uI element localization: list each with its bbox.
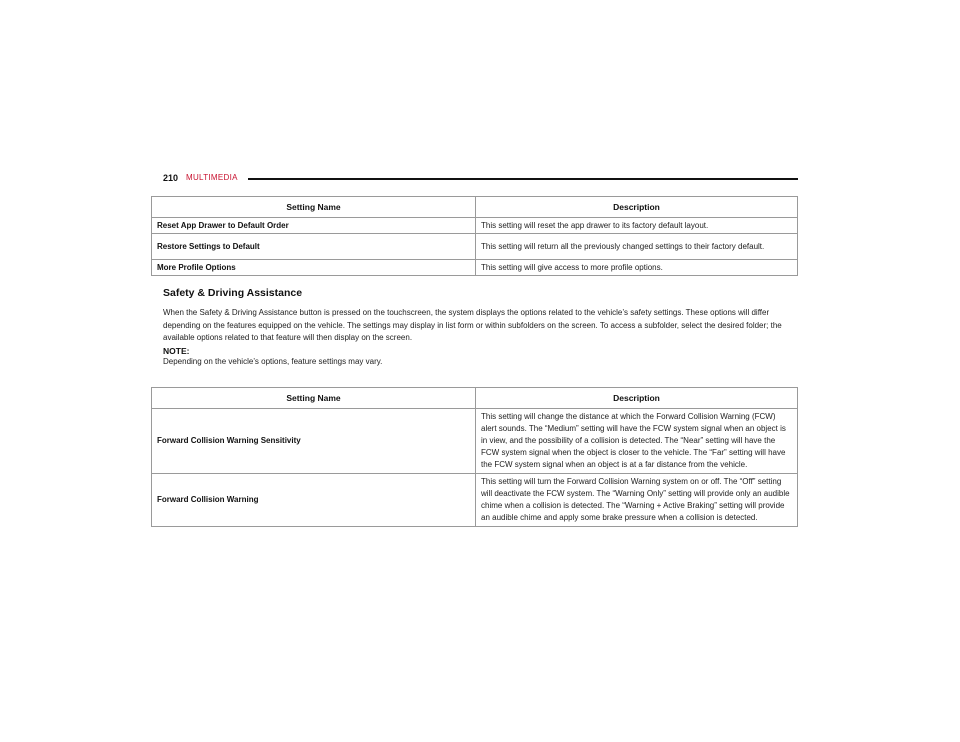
setting-description: This setting will change the distance at which the Forward Collision Warning (FCW) alert sounds. The “Medium” setting will have the FCW system signal when an object is in view, and the possibility of a collision is detected. The “Near” setting will have the FCW system signal when the object is closer to the vehicle. The “Far” setting will have the FCW system signal when an object is at a far distance from the vehicle.: [476, 409, 798, 474]
page-header: [163, 173, 798, 185]
setting-name: Restore Settings to Default: [152, 234, 476, 260]
table-header-row: [152, 197, 798, 218]
body-paragraph: When the Safety & Driving Assistance button is pressed on the touchscreen, the system displays the options related to the vehicle’s safety settings. These options will differ depending on the features equipped on the vehicle. The settings may display in list form or within subfolders on the screen. To access a subfolder, select the desired folder; the available options related to that feature will then display on the screen.: [163, 308, 782, 342]
profile-settings-table: [151, 196, 798, 276]
setting-description: This setting will give access to more profile options.: [476, 260, 798, 276]
column-header-description: Description: [476, 197, 798, 218]
note-text: Depending on the vehicle’s options, feature settings may vary.: [163, 357, 383, 366]
setting-name: Forward Collision Warning Sensitivity: [152, 409, 476, 474]
note-label: NOTE:: [163, 346, 190, 356]
setting-description: This setting will return all the previously changed settings to their factory default.: [476, 234, 798, 260]
column-header-setting-name: Setting Name: [152, 388, 476, 409]
setting-description: This setting will turn the Forward Collision Warning system on or off. The “Off” setting will deactivate the FCW system. The “Warning Only” setting will provide only an audible chime when a collision is detected. The “Warning + Active Braking” setting will provide an audible chime and apply some brake pressure when a collision is detected.: [476, 474, 798, 527]
table-row: [152, 260, 798, 276]
column-header-setting-name: Setting Name: [152, 197, 476, 218]
table-row: [152, 409, 798, 474]
header-rule: [248, 178, 798, 180]
table-row: [152, 218, 798, 234]
section-title: Safety & Driving Assistance: [163, 287, 303, 299]
setting-name: Forward Collision Warning: [152, 474, 476, 527]
page-number: 210: [163, 173, 179, 183]
setting-name: Reset App Drawer to Default Order: [152, 218, 476, 234]
safety-settings-table: [151, 387, 798, 527]
table-row: [152, 474, 798, 527]
table-row: [152, 234, 798, 260]
section-label: MULTIMEDIA: [186, 173, 238, 182]
setting-description: This setting will reset the app drawer to its factory default layout.: [476, 218, 798, 234]
setting-name: More Profile Options: [152, 260, 476, 276]
column-header-description: Description: [476, 388, 798, 409]
table-header-row: [152, 388, 798, 409]
